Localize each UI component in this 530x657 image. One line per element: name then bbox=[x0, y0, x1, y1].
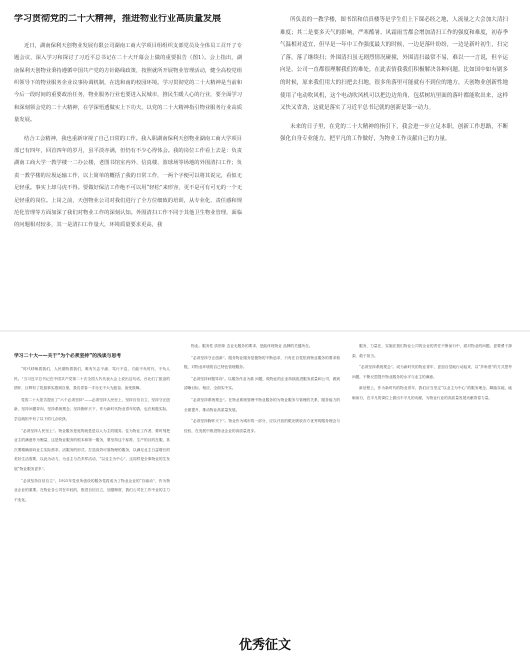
bottom-essay-paragraph: “必须坚持系统观念”。成为新时代的物业青年，更加自觉地行动起来，以“多角度”的方式思考问题，不断反思提升物业服务的水平与业主的满意。 bbox=[352, 365, 512, 379]
bottom-essay-paragraph: “必须坚持守正创新”。服务物业服务是极物的不断追求，只有在自觉依到物业服务的要求积极，对物业环境的自己特色管理服务。 bbox=[184, 355, 340, 370]
bottom-essay-paragraph: “必须坚持胸怀天下”。物业作为城市的一部分，应以开放的眼光吸收各方优秀的服务理念与经验，在发展中推进物业企业的高质量进步。 bbox=[184, 419, 340, 433]
bottom-essay-paragraph: 物业。服务性 质形象 态业无服务的要求，是能体现物业 品牌的关键所在。 bbox=[191, 344, 313, 348]
top-essay-right-column bbox=[280, 14, 508, 234]
bottom-essay-paragraph: “必须坚持人民至上”。物业服务是宽的就是是以人为主的服务。住为物业工作者，要时刻把业主的满意作为衡量，这是物业服务的根本和第一服务，要坚持这个标准，生产的目的在服，其次要精确面向业主实际需求，活服务的形式，打造高效可靠物理的服务，以满足业主日益增长的美好生活需要，以此为动力，为业主与员多样活动，“以业主为中心”，这同样是全事物业的生发展“物业服务更多”。 bbox=[14, 428, 170, 471]
bottom-essay-paragraph: 新征程上，作为新时代的物业青年，我们应当坚定“以业主为中心”的服务理念，脚踏实地，砥砺前行，在平凡的岗位上做出不平凡的贡献，为物业行业的高质量发展贡献青春力量。 bbox=[352, 386, 512, 400]
bottom-essay-column-3 bbox=[352, 342, 512, 630]
top-essay-left-column bbox=[14, 14, 242, 326]
bottom-essay-paragraph: “必须坚持问题导向”。以服务作业为重 问题，做物业的企业持续改进服务质量和公司，做到清晰目标，相应，全面实中实。 bbox=[184, 376, 340, 391]
bottom-essay-paragraph: 党的二十大报告提出了“六个必须坚持”——必须坚持人民至上，坚持自信自立，坚持守正创新，坚持问题导向，坚持系统观念，坚持胸怀天下，作为新时代物业青年的我，也在积极实际，学这就担中有了以下的几点收获。 bbox=[14, 397, 170, 421]
bottom-essay-title: 学习二十大——关于“为个必须坚持”的浅谈与思考 bbox=[14, 354, 122, 359]
bottom-essay-paragraph: “必须坚持系统观念”。在物业系统管理中物业服务的为物业服务与管理的关系，服务能力的全面提升，推动物业高质量发展。 bbox=[184, 397, 340, 412]
bottom-essay-paragraph: “必须坚持自信自立”。1921年党至所创设的服务党将成为了物业企业的“自驱动”，作为物业企业的重要。在物业各公司在年轻的，推进自信自立，加强制度，我们公司在工作中业的主力不变化。 bbox=[14, 478, 170, 502]
top-essay-paragraph: 结合工会精神，我也重新审视了自己日常的工作。我入职湖南保利天创物业湖南工商大学项目部已有四年，回首四年的岁月，虽平淡亦满，但仍有不少心得体会。我的岗位工作看上去是：负责湖南工商大学一教学楼一二办公楼，老图书馆室内外、信真楼、篮球场等场地的外围清扫工作；负责一教学楼的垃圾运输工作，以上简单的概括了我的日常工作，一两个字便可以将其说完，看似无足轻重。事实上却马虎不得。要做好保洁工作绝不可以用“轻松”来形容，更不是可有可无的一个无足轻重的岗位。上岗之前，天创物业公司对我们进行了全方位细致的培训，从专业化、责任感和规范化管理等方面加深了我们对物业工作的深刻认知。外围清扫工作不同于其他卫生物业管理，面临的问题相对较多，其一是清扫工作量大，环境质量要求更高，我 bbox=[14, 135, 242, 229]
watermark-label: 优秀征文 bbox=[238, 638, 291, 653]
bottom-essay-column-1 bbox=[14, 342, 170, 630]
top-essay-paragraph: 近日，湖南保利天创物业发展有限公司湖南工商大学项目组组织支部党员及全体员工召开了专题会议，深入学习和探讨了习近平总书记在二十大开幕会上做的重要报告（图1）。会上指出，湖南保利天创物业秉持遵循中国共产党的方针路线政策，按照就所开展物业管理活动，健全高校党组织领导下的物业服务企业议事协调机制，在选和南的校园环境。学习贯彻党的二十大精神是当前和今后一段时间的重要政治任务，物业服务行业也要进入民城市，推民生暖人心的行业，要全面学习和深刻领会党的二十大精神，在学深悟透做实上下功夫，以党的二十大精神指引物业服务行业高质量发展。 bbox=[14, 42, 242, 124]
top-essay-paragraph: 所负责的一教学楼，图书馆和信真楼等是学生们上下课必经之地，人流量之大会加大清扫难度；其二是要多天气的影响，严寒酷暑、风霜雨雪都会增加清扫工作的强度和难度，初春季气温相对适宜，但早是一年中工作强度最大的时候，一边是落叶纷纷，一边是新叶初生，扫完了落，落了继续扫；外围清扫虽无剧烈情况碰撞，外围清扫最常不易，难以一一言说，但辛运向是，公司一直都很理解我们的难处，在此表情我我们积极解决各种问题。比如国中如有剧多的时候，原来我们用大的扫把去扫地，很多角落里可能就有不到位的地方，天创物业创新性地使用了电动吹风机，这个电动吹风机可以把边边角角，包括树坑里面的落叶都能吹出来，这样又快又省劲，这就是落实了习近平总书记就的创新是第一动力。 bbox=[280, 17, 508, 112]
top-essay-paragraph: 未来的日子里，在党的二十大精神的指引下，我会进一步立足本职，创新工作思路，不断强化自身专业能力，把平凡的工作做好，为物业工作贡献自己的力量。 bbox=[280, 123, 508, 143]
bottom-essay-column-2 bbox=[184, 342, 340, 630]
bottom-essay-paragraph: 服务，力量在，实施在我们物业公司的企业的责任不断前行中，面对物业的问题，更要勇于探索、敢于担当。 bbox=[352, 344, 512, 358]
bottom-essay-panel bbox=[0, 332, 530, 632]
bottom-essay-paragraph: “时代呼唤着我们，人民期待着我们，唯有矢志不渝、笃行不息，方能不负时代、不负人民。”当习近平总书记在中国共产党第二十次全国人代代表大会上说出这句话，台北们了振奋的情怀，巨辉有了报振事实感到自豪，我们青春一手亦无不大为振奋，备受鼓舞。 bbox=[14, 367, 170, 391]
top-essay-title: 学习贯彻党的二十大精神，推进物业行业高质量发展 bbox=[14, 14, 222, 24]
